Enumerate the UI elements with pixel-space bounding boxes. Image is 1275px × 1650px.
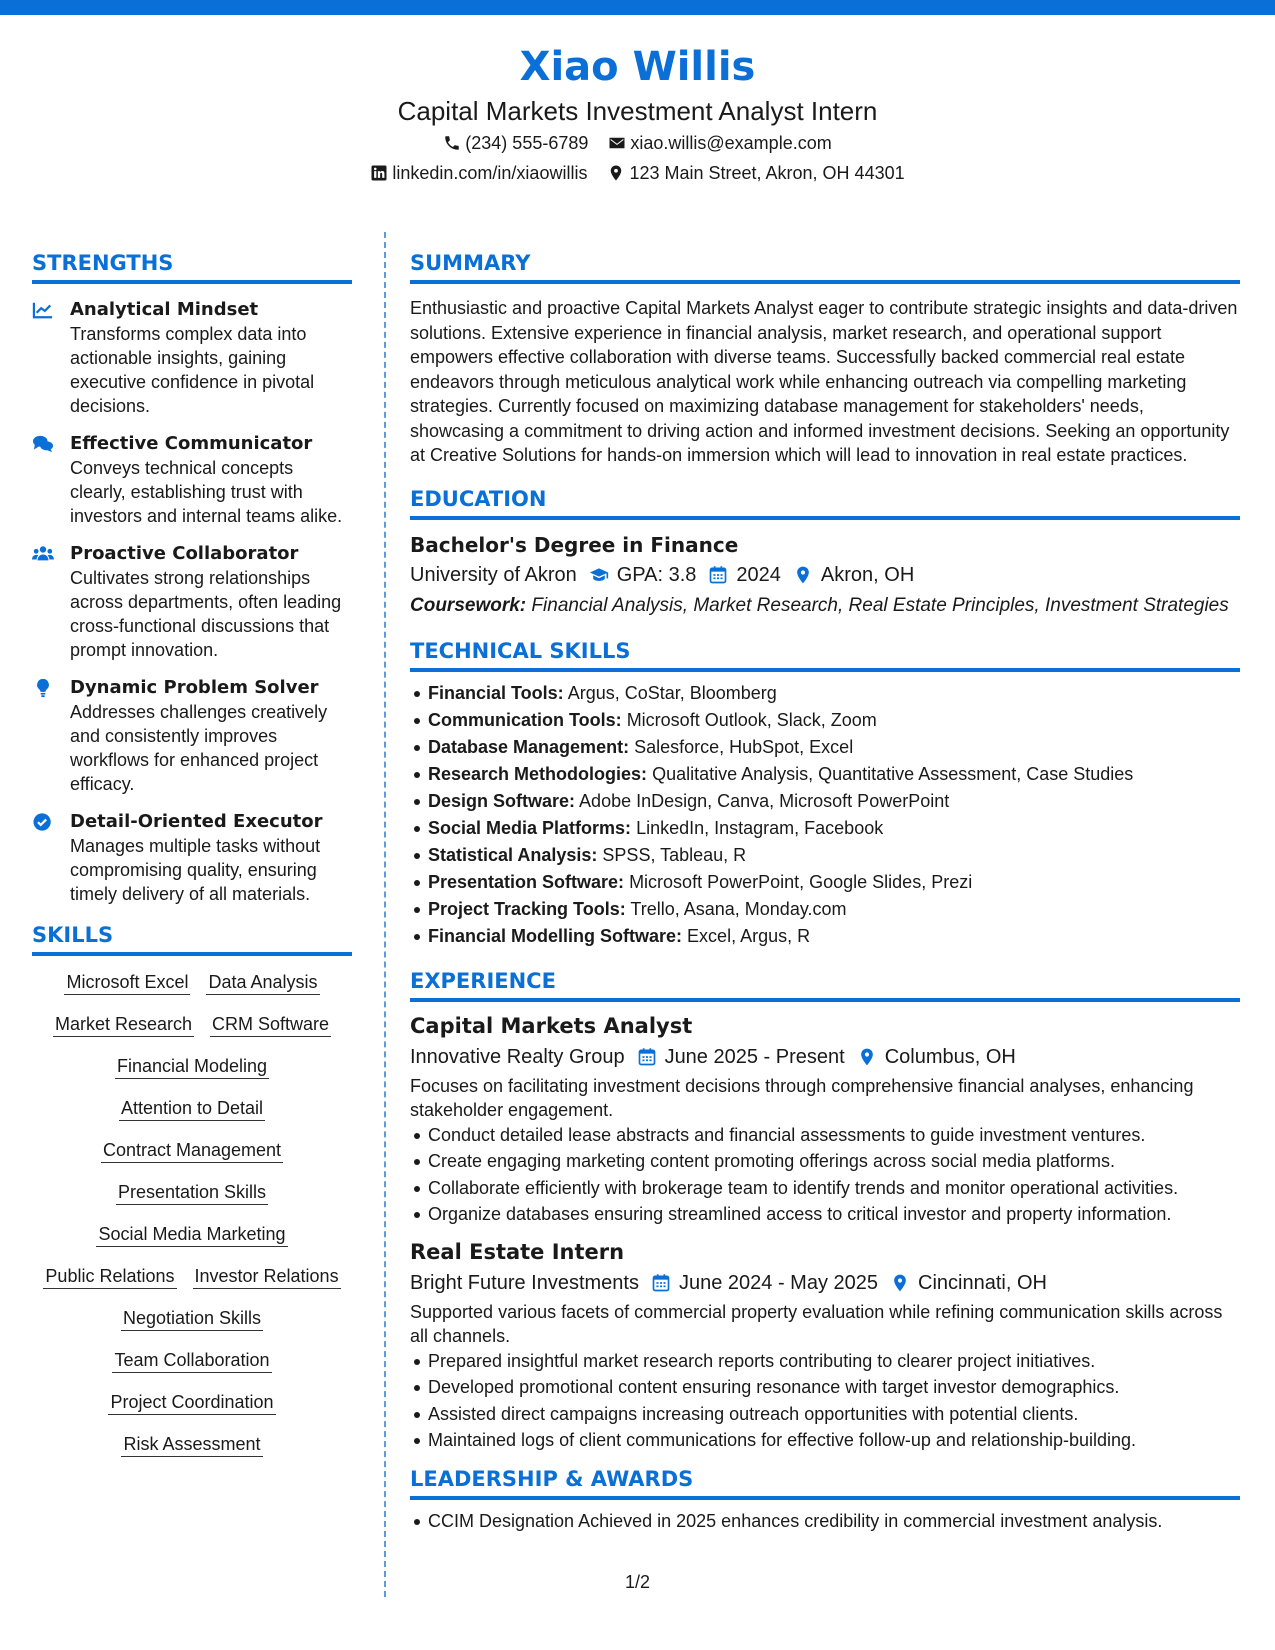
right-column bbox=[410, 248, 1240, 1540]
list-item bbox=[410, 923, 1240, 950]
skill-tag: Social Media Marketing bbox=[96, 1222, 287, 1247]
tech-skill-value: Argus, CoStar, Bloomberg bbox=[567, 682, 777, 703]
calendar-icon bbox=[708, 565, 728, 585]
job-dates-item bbox=[651, 1268, 878, 1298]
job-entry bbox=[410, 1236, 1240, 1454]
tech-skill-value: Trello, Asana, Monday.com bbox=[630, 898, 847, 919]
tech-skill-label: Project Tracking Tools: bbox=[428, 898, 626, 919]
strength-desc: Cultivates strong relationships across departments, often leading cross-functional discussions that prompt innovation. bbox=[70, 568, 342, 660]
users-icon bbox=[32, 544, 54, 564]
tech-skill-value: Microsoft PowerPoint, Google Slides, Prezi bbox=[629, 871, 973, 892]
calendar-icon bbox=[637, 1047, 657, 1067]
year-item bbox=[708, 560, 781, 590]
tech-skill-label: Financial Modelling Software: bbox=[428, 925, 683, 946]
list-item: Collaborate efficiently with brokerage team to identify trends and monitor operational activities. bbox=[410, 1175, 1240, 1202]
skills-heading: SKILLS bbox=[32, 920, 352, 956]
skill-tag: Market Research bbox=[53, 1012, 194, 1037]
resume-header bbox=[0, 40, 1275, 188]
job-location-text: Columbus, OH bbox=[884, 1045, 1016, 1068]
list-item: Organize databases ensuring streamlined access to critical investor and property information. bbox=[410, 1201, 1240, 1228]
map-marker-icon bbox=[890, 1273, 910, 1293]
strength-title: Proactive Collaborator bbox=[70, 543, 299, 564]
skill-tag: Microsoft Excel bbox=[64, 970, 190, 995]
skill-tag: Attention to Detail bbox=[119, 1096, 265, 1121]
list-item bbox=[410, 869, 1240, 896]
edu-location-text: Akron, OH bbox=[820, 563, 915, 586]
job-description: Focuses on facilitating investment decisions through comprehensive financial analyses, enhancing stakeholder engagement. bbox=[410, 1075, 1194, 1120]
skill-tag: Risk Assessment bbox=[121, 1432, 262, 1457]
linkedin-icon bbox=[370, 164, 388, 182]
strength-item bbox=[32, 676, 352, 796]
skill-tag: Project Coordination bbox=[108, 1390, 275, 1415]
list-item bbox=[410, 707, 1240, 734]
list-item bbox=[410, 815, 1240, 842]
calendar-icon bbox=[651, 1273, 671, 1293]
company-name: Innovative Realty Group bbox=[410, 1045, 625, 1068]
job-description: Supported various facets of commercial property evaluation while refining communication skills across all channels. bbox=[410, 1301, 1223, 1346]
job-title: Real Estate Intern bbox=[410, 1239, 625, 1264]
skill-tag: Data Analysis bbox=[206, 970, 319, 995]
edu-location-item bbox=[793, 560, 914, 590]
top-accent-bar bbox=[0, 0, 1275, 15]
envelope-icon bbox=[608, 134, 626, 152]
job-dates-text: June 2024 - May 2025 bbox=[678, 1271, 879, 1294]
job-location-text: Cincinnati, OH bbox=[918, 1271, 1047, 1294]
strength-desc: Manages multiple tasks without compromising quality, ensuring timely delivery of all materials. bbox=[70, 836, 321, 904]
strengths-heading: STRENGTHS bbox=[32, 248, 352, 284]
skill-tag: Investor Relations bbox=[193, 1264, 341, 1289]
strength-item bbox=[32, 810, 352, 906]
tech-skill-label: Research Methodologies: bbox=[428, 763, 648, 784]
tech-skill-label: Financial Tools: bbox=[428, 682, 564, 703]
job-dates-item bbox=[637, 1042, 845, 1072]
list-item bbox=[410, 896, 1240, 923]
email-text[interactable]: xiao.willis@example.com bbox=[630, 133, 832, 153]
job-location-item bbox=[890, 1268, 1047, 1298]
left-column bbox=[32, 248, 352, 1457]
experience-heading: EXPERIENCE bbox=[410, 966, 1240, 1002]
gpa-text: GPA: 3.8 bbox=[616, 563, 697, 586]
skill-tag: Presentation Skills bbox=[116, 1180, 268, 1205]
list-item bbox=[410, 734, 1240, 761]
map-marker-icon bbox=[857, 1047, 877, 1067]
list-item: Maintained logs of client communications for effective follow-up and relationship-building. bbox=[410, 1427, 1240, 1454]
list-item: Conduct detailed lease abstracts and financial assessments to guide investment ventures. bbox=[410, 1122, 1240, 1149]
job-title: Capital Markets Analyst bbox=[410, 1013, 693, 1038]
skill-tag: Contract Management bbox=[101, 1138, 283, 1163]
strength-title: Effective Communicator bbox=[70, 433, 313, 454]
list-item: Assisted direct campaigns increasing outreach opportunities with potential clients. bbox=[410, 1401, 1240, 1428]
job-bullets bbox=[410, 1122, 1240, 1228]
technical-skills-heading: TECHNICAL SKILLS bbox=[410, 636, 1240, 672]
phone-item bbox=[443, 128, 588, 158]
tech-skill-label: Design Software: bbox=[428, 790, 576, 811]
column-divider bbox=[384, 232, 386, 1597]
strength-desc: Conveys technical concepts clearly, establishing trust with investors and internal teams alike. bbox=[70, 458, 343, 526]
lightbulb-icon bbox=[32, 678, 54, 698]
tech-skill-label: Statistical Analysis: bbox=[428, 844, 598, 865]
strengths-list bbox=[32, 298, 352, 906]
coursework-text: Financial Analysis, Market Research, Real Estate Principles, Investment Strategies bbox=[531, 594, 1229, 616]
skill-tag: Public Relations bbox=[43, 1264, 176, 1289]
tech-skill-value: SPSS, Tableau, R bbox=[602, 844, 747, 865]
tech-skill-label: Communication Tools: bbox=[428, 709, 622, 730]
map-marker-icon bbox=[793, 565, 813, 585]
email-item[interactable] bbox=[608, 128, 831, 158]
map-marker-icon bbox=[607, 164, 625, 182]
list-item bbox=[410, 788, 1240, 815]
list-item: CCIM Designation Achieved in 2025 enhances credibility in commercial investment analysis. bbox=[410, 1508, 1240, 1535]
skill-tag: Negotiation Skills bbox=[121, 1306, 263, 1331]
list-item bbox=[410, 842, 1240, 869]
candidate-name: Xiao Willis bbox=[519, 44, 756, 90]
tech-skill-label: Social Media Platforms: bbox=[428, 817, 632, 838]
coursework bbox=[410, 594, 1240, 618]
education-meta bbox=[410, 560, 1240, 590]
page-number: 1/2 bbox=[624, 1572, 651, 1592]
check-circle-icon bbox=[32, 812, 54, 832]
summary-text: Enthusiastic and proactive Capital Markets Analyst eager to contribute strategic insights and data-driven solutions. Extensive experience in financial analysis, market research, and operational support empowers effective collaboration with diverse teams. Successfully backed commercial real estate endeavors through meticulous analytical work while enhancing outreach via compelling marketing strategies. Currently focused on maximizing database management for stakeholders' needs, showcasing a commitment to driving action and informed investment decisions. Seeking an opportunity at Creative Solutions for hands-on immersion which will lead to innovation in real estate practices. bbox=[410, 298, 1238, 465]
company-name: Bright Future Investments bbox=[410, 1271, 639, 1294]
strength-title: Analytical Mindset bbox=[70, 299, 259, 320]
job-bullets bbox=[410, 1348, 1240, 1454]
job-meta bbox=[410, 1042, 1240, 1072]
list-item: Prepared insightful market research reports contributing to clearer project initiatives. bbox=[410, 1348, 1240, 1375]
education-heading: EDUCATION bbox=[410, 484, 1240, 520]
address-text: 123 Main Street, Akron, OH 44301 bbox=[629, 163, 905, 183]
leadership-heading: LEADERSHIP & AWARDS bbox=[410, 1464, 1240, 1500]
job-entry bbox=[410, 1010, 1240, 1228]
strength-title: Dynamic Problem Solver bbox=[70, 677, 319, 698]
chart-line-icon bbox=[32, 300, 54, 320]
skills-list bbox=[32, 970, 352, 1457]
technical-skills-list bbox=[410, 680, 1240, 950]
tech-skill-label: Presentation Software: bbox=[428, 871, 625, 892]
strength-item bbox=[32, 542, 352, 662]
linkedin-text[interactable]: linkedin.com/in/xiaowillis bbox=[392, 163, 588, 183]
tech-skill-value: Adobe InDesign, Canva, Microsoft PowerPoint bbox=[579, 790, 950, 811]
phone-text: (234) 555-6789 bbox=[465, 133, 589, 153]
coursework-label: Coursework: bbox=[410, 594, 527, 616]
strength-item bbox=[32, 298, 352, 418]
gpa-item bbox=[589, 560, 697, 590]
skill-tag: Team Collaboration bbox=[112, 1348, 271, 1373]
linkedin-item[interactable] bbox=[370, 158, 587, 188]
strength-title: Detail-Oriented Executor bbox=[70, 811, 323, 832]
list-item: Developed promotional content ensuring resonance with target investor demographics. bbox=[410, 1374, 1240, 1401]
awards-list bbox=[410, 1508, 1240, 1535]
summary-heading: SUMMARY bbox=[410, 248, 1240, 284]
school-name: University of Akron bbox=[410, 563, 577, 586]
job-location-item bbox=[857, 1042, 1016, 1072]
skill-tag: CRM Software bbox=[210, 1012, 331, 1037]
job-meta bbox=[410, 1268, 1240, 1298]
tech-skill-value: Qualitative Analysis, Quantitative Assessment, Case Studies bbox=[652, 763, 1134, 784]
strength-desc: Addresses challenges creatively and consistently improves workflows for enhanced project efficacy. bbox=[70, 702, 328, 794]
contact-row-2 bbox=[0, 158, 1275, 188]
candidate-title: Capital Markets Investment Analyst Intern bbox=[397, 96, 878, 126]
strength-desc: Transforms complex data into actionable insights, gaining executive confidence in pivotal decisions. bbox=[70, 324, 315, 416]
year-text: 2024 bbox=[736, 563, 781, 586]
address-item bbox=[607, 158, 904, 188]
tech-skill-value: Excel, Argus, R bbox=[687, 925, 811, 946]
strength-item bbox=[32, 432, 352, 528]
list-item bbox=[410, 761, 1240, 788]
degree: Bachelor's Degree in Finance bbox=[410, 532, 739, 557]
list-item bbox=[410, 680, 1240, 707]
tech-skill-value: Salesforce, HubSpot, Excel bbox=[634, 736, 854, 757]
phone-icon bbox=[443, 134, 461, 152]
graduation-cap-icon bbox=[589, 565, 609, 585]
contact-row-1 bbox=[0, 128, 1275, 158]
education-entry bbox=[410, 530, 1240, 618]
job-dates-text: June 2025 - Present bbox=[664, 1045, 845, 1068]
comments-icon bbox=[32, 434, 54, 454]
skill-tag: Financial Modeling bbox=[115, 1054, 269, 1079]
list-item: Create engaging marketing content promoting offerings across social media platforms. bbox=[410, 1148, 1240, 1175]
tech-skill-label: Database Management: bbox=[428, 736, 630, 757]
tech-skill-value: LinkedIn, Instagram, Facebook bbox=[636, 817, 884, 838]
tech-skill-value: Microsoft Outlook, Slack, Zoom bbox=[626, 709, 877, 730]
